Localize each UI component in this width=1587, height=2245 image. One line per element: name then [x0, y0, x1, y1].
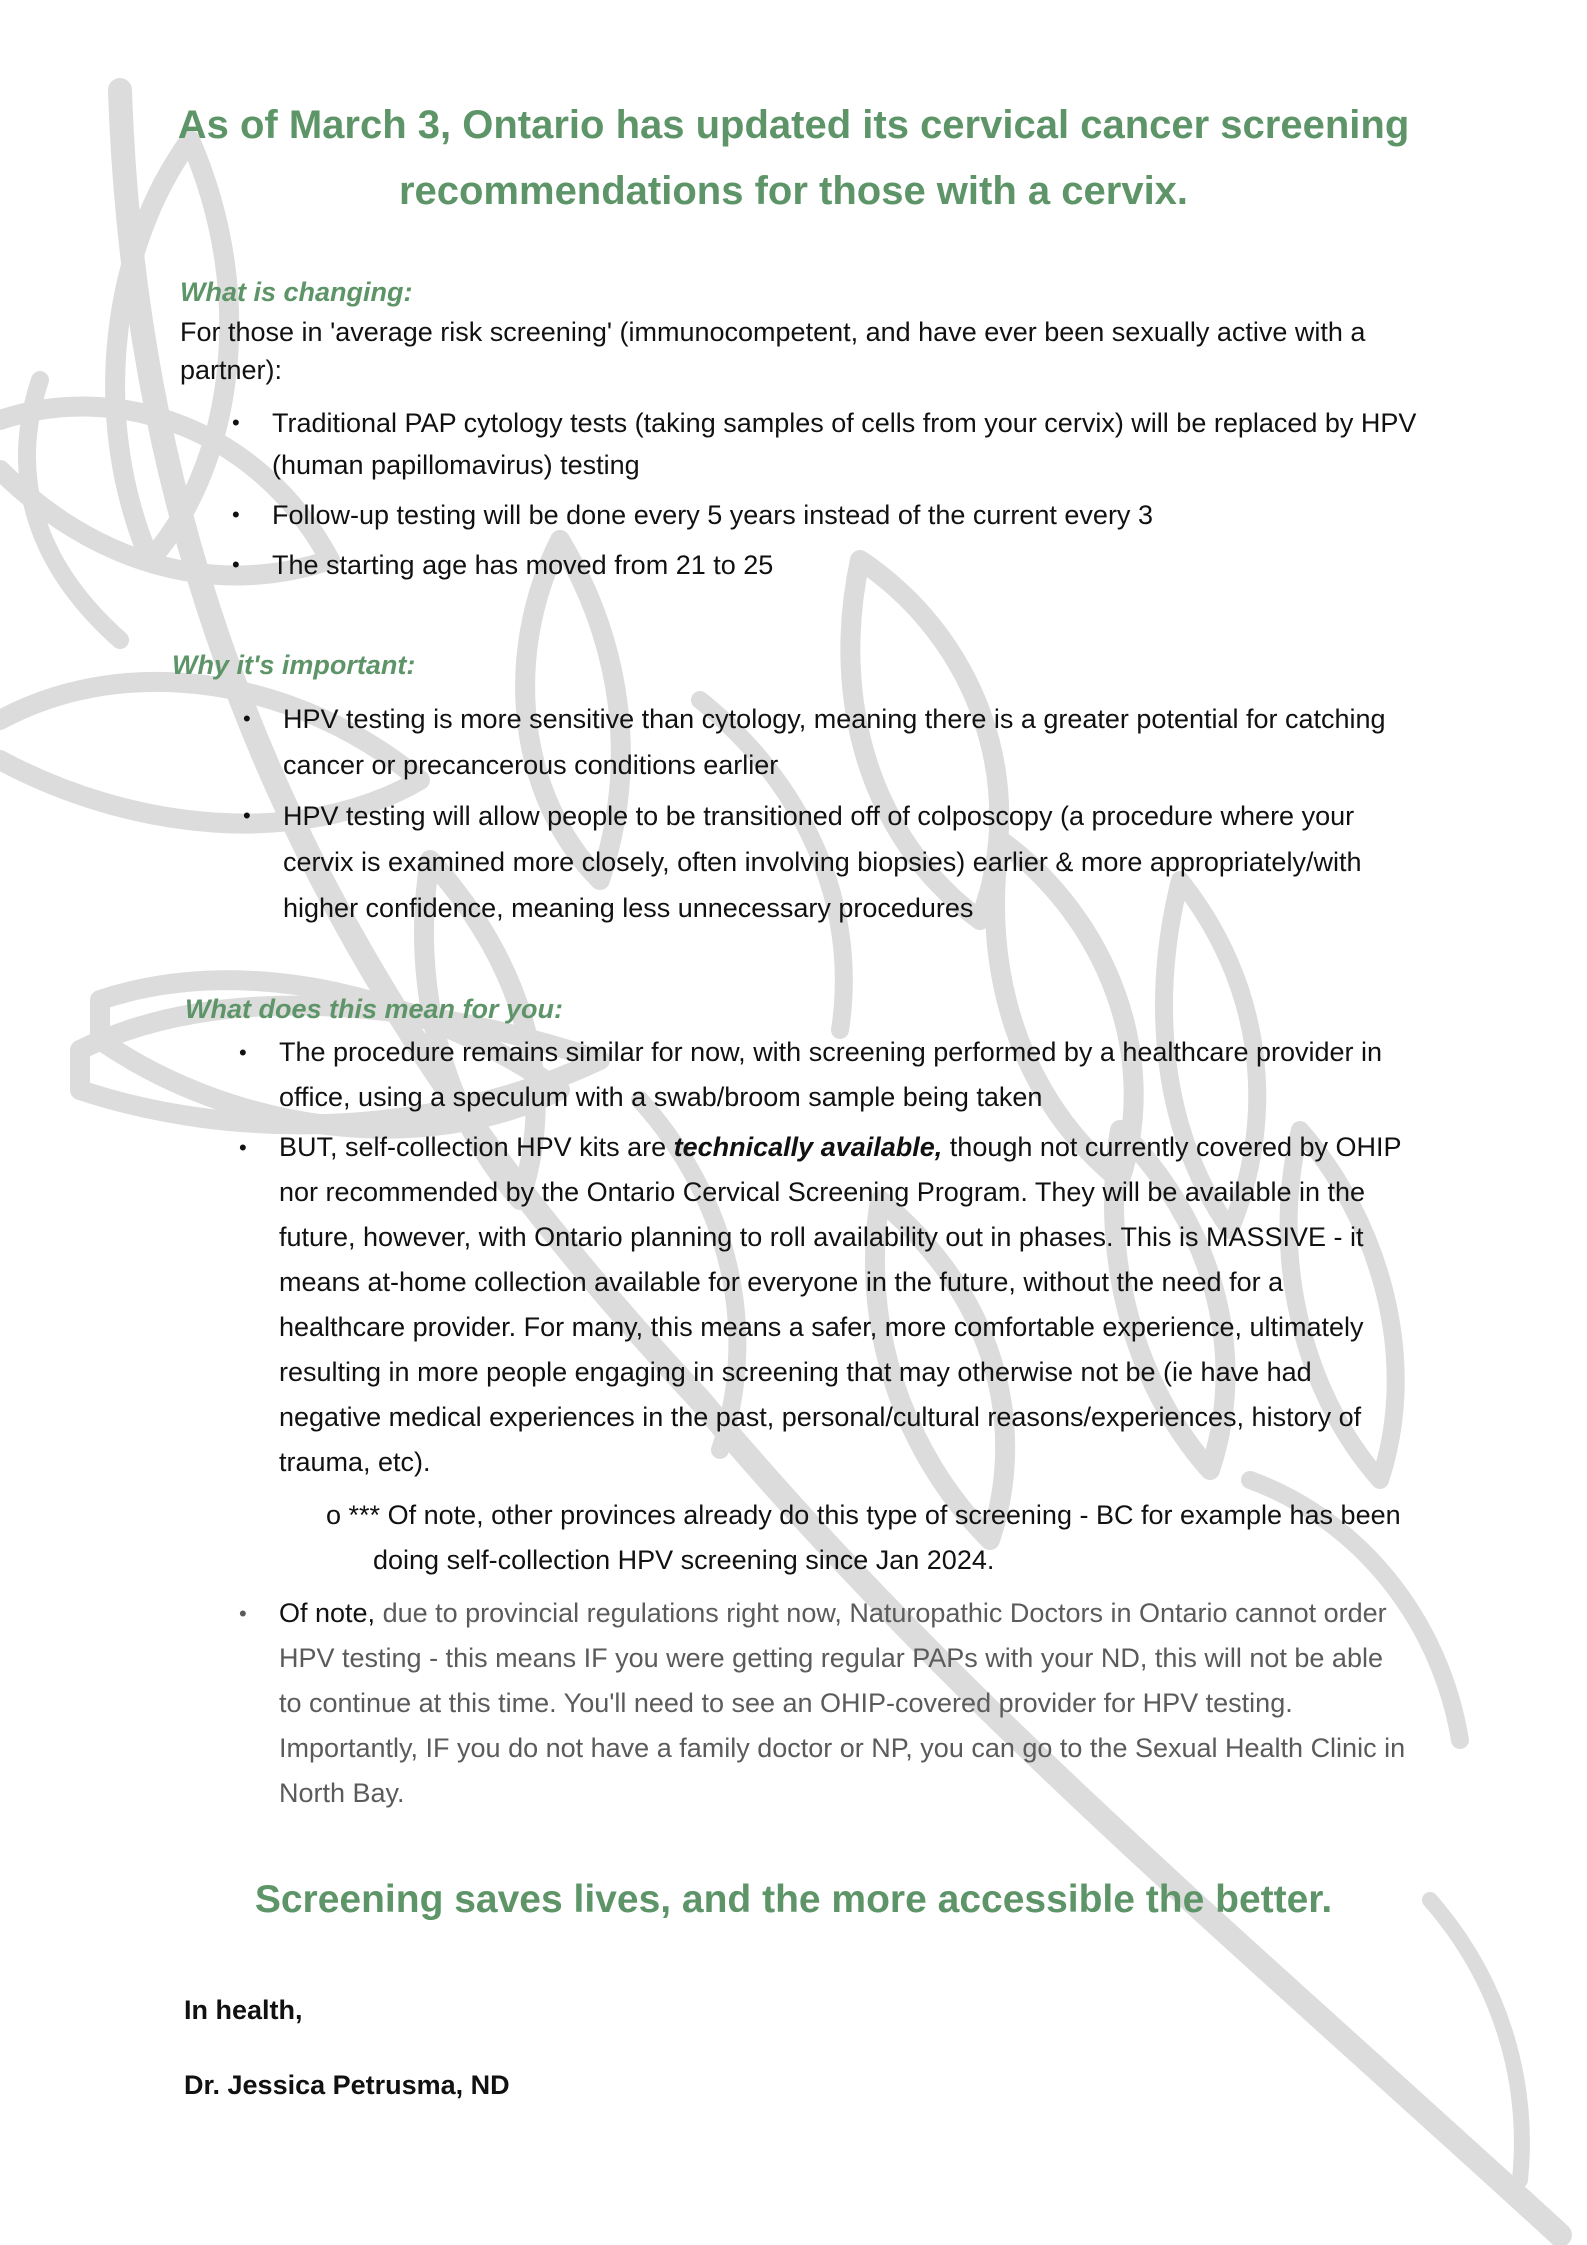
bullet-icon: • — [232, 410, 240, 435]
bullet-icon: • — [239, 1601, 247, 1626]
bullet-icon: • — [239, 1040, 247, 1065]
sub-note: o *** Of note, other provinces already do this type of screening - BC for example has been doing self-collection HPV screening since Jan 2024. — [326, 1500, 1401, 1575]
signature: Dr. Jessica Petrusma, ND — [184, 2070, 510, 2100]
page-title — [150, 92, 1437, 224]
of-note-lead: Of note, — [279, 1598, 376, 1628]
section-heading-important: Why it's important: — [172, 650, 416, 680]
list-item: • The procedure remains similar for now, with screening performed by a healthcare provider in office, using a speculum with a swab/broom sample being taken — [279, 1030, 1409, 1120]
but-lead: BUT — [279, 1132, 331, 1162]
sub-note-marker: o — [326, 1500, 342, 1530]
changing-list — [232, 402, 1422, 594]
list-item: • BUT, self-collection HPV kits are technically available, though not currently covered by OHIP nor recommended by the Ontario Cervical Screening Program. They will be available in the future, however, with Ontario planning to roll availability out in phases. This is MASSIVE - it means at-home collection available for everyone in the future, without the need for a healthcare provider. For many, this means a safer, more comfortable experience, ultimately resulting in more people engaging in screening that may otherwise not be (ie have had negative medical experiences in the past, personal/cultural reasons/experiences, history of trauma, etc). o *** Of note, other provinces already do this type of screening - BC for example has been doing self-collection HPV screening since Jan 2024. — [279, 1125, 1409, 1583]
section-heading-mean: What does this mean for you: — [185, 994, 564, 1024]
closing-line: In health, — [184, 1995, 303, 2025]
tagline: Screening saves lives, and the more accessible the better. — [254, 1878, 1333, 1921]
technically-available-emphasis: technically available, — [673, 1132, 943, 1162]
list-item: • HPV testing is more sensitive than cytology, meaning there is a greater potential for catching cancer or precancerous conditions earlier — [283, 696, 1413, 788]
list-item: • Of note, due to provincial regulations right now, Naturopathic Doctors in Ontario cannot order HPV testing - this means IF you were getting regular PAPs with your ND, this will not be able to continue at this time. You'll need to see an OHIP-covered provider for HPV testing. Importantly, IF you do not have a family doctor or NP, you can go to the Sexual Health Clinic in North Bay. — [279, 1591, 1409, 1816]
section-heading-changing: What is changing: — [180, 277, 413, 307]
list-item: • The starting age has moved from 21 to 25 — [272, 544, 1422, 586]
list-item: • Follow-up testing will be done every 5 years instead of the current every 3 — [272, 494, 1422, 536]
bullet-icon: • — [232, 552, 240, 577]
important-list — [243, 696, 1413, 936]
title-line-2: recommendations for those with a cervix. — [398, 169, 1189, 213]
bullet-icon: • — [232, 502, 240, 527]
bullet-icon: • — [239, 1135, 247, 1160]
bullet-icon: • — [243, 706, 251, 731]
list-item: • HPV testing will allow people to be transitioned off of colposcopy (a procedure where your cervix is examined more closely, often involving biopsies) earlier & more appropriately/with higher confidence, meaning less unnecessary procedures — [283, 793, 1413, 931]
title-line-1: As of March 3, Ontario has updated its cervical cancer screening — [177, 103, 1410, 147]
bullet-icon: • — [243, 803, 251, 828]
mean-list — [239, 1030, 1409, 1821]
list-item: • Traditional PAP cytology tests (taking samples of cells from your cervix) will be replaced by HPV (human papillomavirus) testing — [272, 402, 1422, 486]
changing-intro: For those in 'average risk screening' (immunocompetent, and have ever been sexually active with a partner): — [180, 317, 1366, 385]
